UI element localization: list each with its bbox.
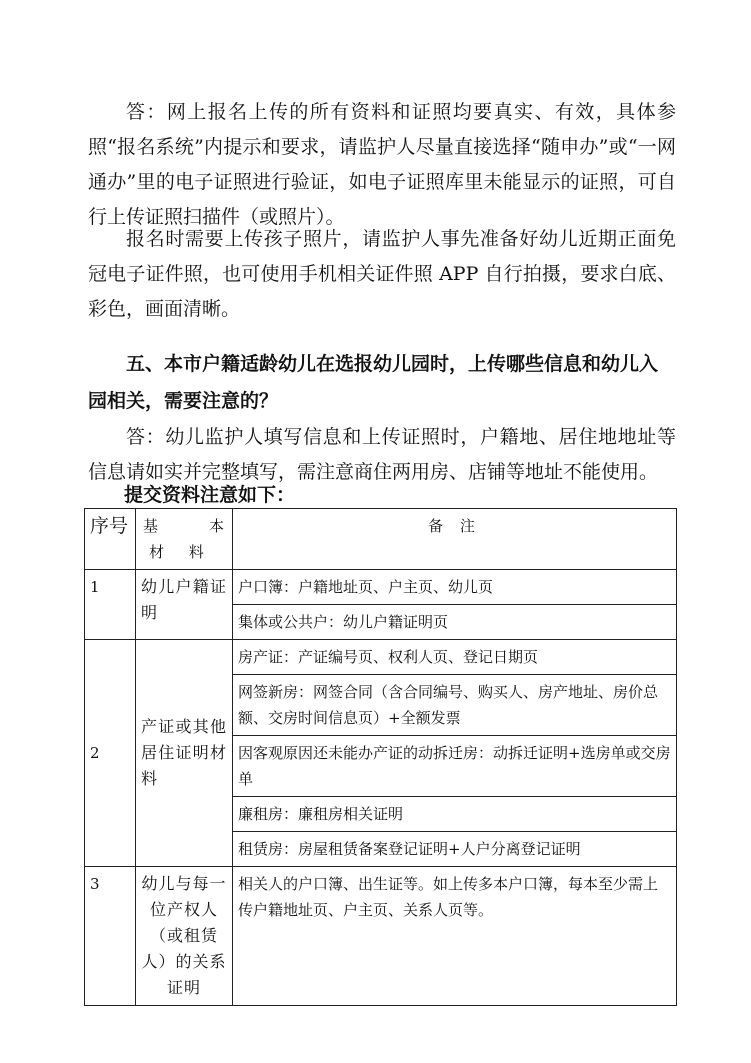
photo-note-paragraph: 报名时需要上传孩子照片，请监护人事先准备好幼儿近期正面免冠电子证件照，也可使用手机相关证件照 APP 自行拍摄，要求白底、彩色，画面清晰。 bbox=[88, 228, 676, 320]
row2-note-2: 网签新房：网签合同（含合同编号、购买人、房产地址、房价总额、交房时间信息页）+全额发票 bbox=[233, 675, 677, 736]
row2-note-3: 因客观原因还未能办产证的动拆迁房：动拆迁证明+选房单或交房单 bbox=[233, 736, 677, 797]
header-serial-number: 序号 bbox=[85, 509, 136, 570]
row1-material: 幼儿户籍证明 bbox=[136, 570, 233, 640]
row3-number: 3 bbox=[85, 867, 136, 1006]
answer-upload-paragraph: 答：网上报名上传的所有资料和证照均要真实、有效，具体参照“报名系统”内提示和要求，请监护人尽量直接选择“随申办”或“一网通办”里的电子证照进行验证，如电子证照库里未能显示的证照，可自行上传证照扫描件（或照片）。 bbox=[88, 101, 676, 228]
section-five-heading: 五、本市户籍适龄幼儿在选报幼儿园时，上传哪些信息和幼儿入园相关，需要注意的？ bbox=[88, 353, 659, 412]
table-row bbox=[85, 570, 677, 605]
row2-note-5: 租赁房：房屋租赁备案登记证明+人户分离登记证明 bbox=[233, 832, 677, 867]
row1-note-1: 户口簿：户籍地址页、户主页、幼儿页 bbox=[233, 570, 677, 605]
table-row bbox=[85, 640, 677, 675]
header-basic-material bbox=[136, 509, 233, 570]
row1-note-2: 集体或公共户：幼儿户籍证明页 bbox=[233, 605, 677, 640]
table-intro: 提交资料注意如下： bbox=[124, 484, 296, 506]
row2-note-1: 房产证：产证编号页、权利人页、登记日期页 bbox=[233, 640, 677, 675]
row2-number: 2 bbox=[85, 640, 136, 867]
header-remarks: 备 注 bbox=[233, 509, 677, 570]
row3-material: 幼儿与每一位产权人（或租赁人）的关系证明 bbox=[136, 867, 233, 1006]
row3-note-1: 相关人的户口簿、出生证等。如上传多本户口簿，每本至少需上传户籍地址页、户主页、关系人页等。 bbox=[233, 867, 677, 1006]
row1-number: 1 bbox=[85, 570, 136, 640]
section-five-answer: 答：幼儿监护人填写信息和上传证照时，户籍地、居住地地址等信息请如实并完整填写，需注意商住两用房、店铺等地址不能使用。 bbox=[88, 426, 676, 483]
materials-table bbox=[84, 508, 677, 1006]
table-header-row bbox=[85, 509, 677, 570]
header-material-bottom: 材 料 bbox=[149, 543, 214, 561]
row2-note-4: 廉租房：廉租房相关证明 bbox=[233, 797, 677, 832]
table-row bbox=[85, 867, 677, 1006]
row2-material: 产证或其他居住证明材料 bbox=[136, 640, 233, 867]
header-material-top: 基 本 bbox=[143, 517, 225, 535]
